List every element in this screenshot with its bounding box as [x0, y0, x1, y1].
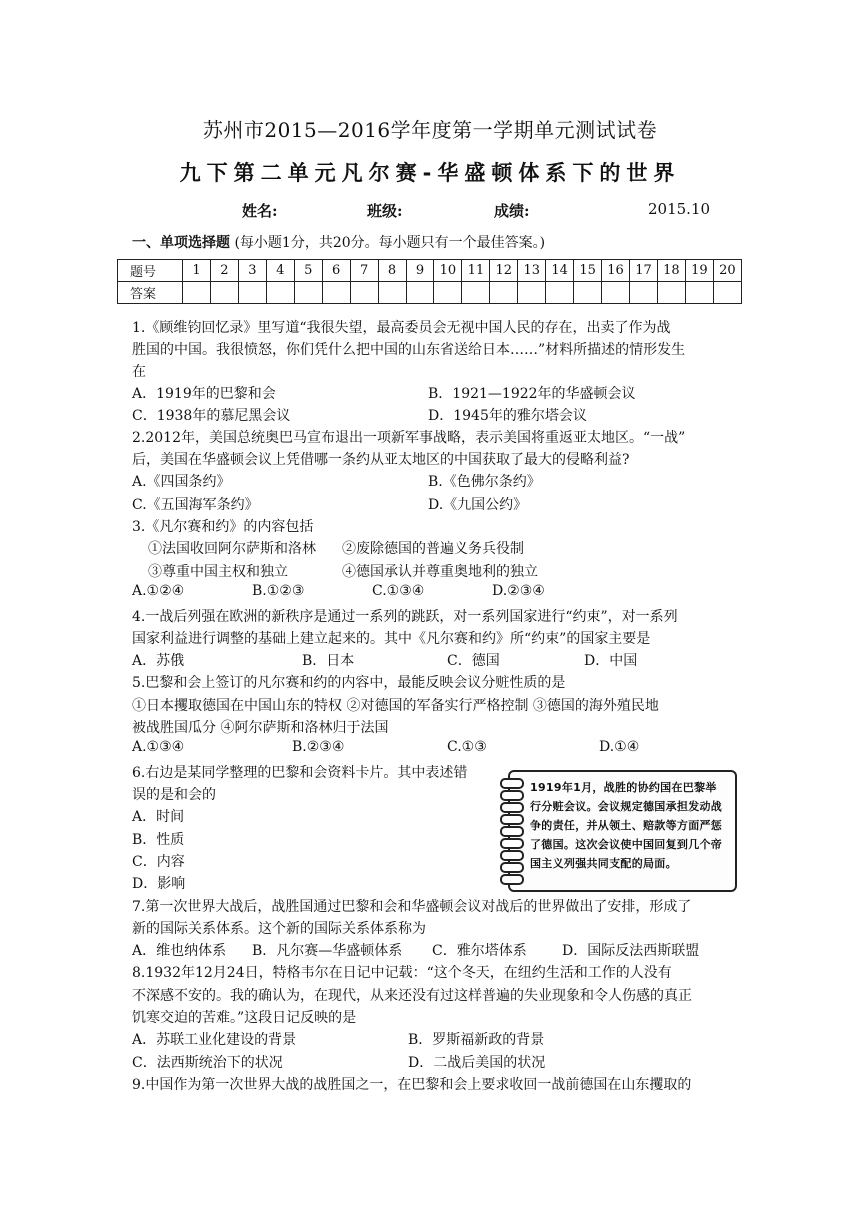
table-cell: 17	[630, 260, 658, 282]
table-cell: 8	[378, 260, 406, 282]
q2-option-c: C.《五国海军条约》	[132, 497, 259, 513]
q3-option-a: A.①②④	[132, 583, 185, 599]
name-label: 姓名:	[242, 202, 278, 220]
q1-stem-line: 胜国的中国。我很愤怒，你们凭什么把中国的山东省送给日本……”材料所描述的情形发生	[132, 342, 686, 358]
table-cell: 12	[490, 260, 518, 282]
q2-option-a: A.《四国条约》	[132, 474, 231, 490]
q7-option-a: A．维也纳体系	[132, 943, 227, 959]
q6-stem-line: 误的是和会的	[132, 787, 216, 803]
answer-cell[interactable]	[183, 282, 211, 304]
table-cell: 18	[657, 260, 685, 282]
q6-option-c: C．内容	[132, 854, 185, 870]
q8-option-d: D．二战后美国的状况	[408, 1055, 546, 1071]
q3-option-d: D.②③④	[492, 583, 545, 599]
answer-cell[interactable]	[294, 282, 322, 304]
row-label-answer: 答案	[118, 282, 183, 304]
q3-stem: 3.《凡尔赛和约》的内容包括	[132, 519, 314, 535]
note-card-image	[508, 770, 737, 892]
q8-stem-line: 8.1932年12月24日，特格韦尔在日记中记载：“这个冬天，在纽约生活和工作的人没有	[132, 965, 672, 981]
answer-cell[interactable]	[378, 282, 406, 304]
answer-cell[interactable]	[490, 282, 518, 304]
table-row-numbers	[118, 260, 742, 282]
q3-item-3: ③尊重中国主权和独立	[148, 564, 288, 580]
q4-option-c: C．德国	[447, 653, 500, 669]
answer-cell[interactable]	[322, 282, 350, 304]
q6-stem-line: 6.右边是某同学整理的巴黎和会资料卡片。其中表述错	[132, 765, 468, 781]
q2-stem-line: 2.2012年，美国总统奥巴马宣布退出一项新军事战略，表示美国将重返亚太地区。“一战”	[132, 430, 686, 446]
q8-option-b: B．罗斯福新政的背景	[408, 1032, 545, 1048]
q1-option-c: C．1938年的慕尼黑会议	[132, 408, 291, 424]
table-cell: 11	[462, 260, 490, 282]
answer-cell[interactable]	[602, 282, 630, 304]
score-label: 成绩:	[494, 202, 530, 220]
table-cell: 20	[713, 260, 741, 282]
answer-cell[interactable]	[210, 282, 238, 304]
q3-item-2: ②废除德国的普遍义务兵役制	[342, 541, 524, 557]
answer-cell[interactable]	[518, 282, 546, 304]
q6-option-b: B．性质	[132, 832, 185, 848]
table-cell: 5	[294, 260, 322, 282]
answer-cell[interactable]	[713, 282, 741, 304]
table-cell: 10	[434, 260, 462, 282]
q6-option-d: D．影响	[132, 876, 186, 892]
table-cell: 9	[406, 260, 434, 282]
answer-cell[interactable]	[657, 282, 685, 304]
answer-cell[interactable]	[238, 282, 266, 304]
answer-cell[interactable]	[546, 282, 574, 304]
q7-option-b: B．凡尔赛—华盛顿体系	[252, 943, 403, 959]
table-cell: 15	[574, 260, 602, 282]
exam-date: 2015.10	[648, 200, 711, 218]
q5-option-b: B.②③④	[292, 739, 345, 755]
q1-option-d: D．1945年的雅尔塔会议	[428, 408, 587, 424]
q1-option-b: B．1921—1922年的华盛顿会议	[428, 386, 636, 402]
q4-option-a: A．苏俄	[132, 653, 185, 669]
section-instruction: (每小题1分，共20分。每小题只有一个最佳答案。)	[230, 235, 546, 251]
q6-option-a: A．时间	[132, 809, 185, 825]
answer-cell[interactable]	[350, 282, 378, 304]
answer-cell[interactable]	[434, 282, 462, 304]
table-cell: 3	[238, 260, 266, 282]
q7-stem-line: 7.第一次世界大战后，战胜国通过巴黎和会和华盛顿会议对战后的世界做出了安排，形成了	[132, 899, 692, 915]
q5-option-d: D.①④	[599, 739, 640, 755]
q2-option-b: B.《色佛尔条约》	[428, 474, 541, 490]
q9-stem-line: 9.中国作为第一次世界大战的战胜国之一，在巴黎和会上要求收回一战前德国在山东攫取的	[132, 1077, 692, 1093]
table-cell: 7	[350, 260, 378, 282]
table-row-answers	[118, 282, 742, 304]
exam-title: 苏州市2015—2016学年度第一学期单元测试试卷	[202, 118, 658, 142]
q4-stem-line: 国家利益进行调整的基础上建立起来的。其中《凡尔赛和约》所“约束”的国家主要是	[132, 631, 651, 647]
q2-option-d: D.《九国公约》	[428, 497, 528, 513]
answer-cell[interactable]	[630, 282, 658, 304]
q4-option-b: B．日本	[302, 653, 355, 669]
q7-stem-line: 新的国际关系体系。这个新的国际关系体系称为	[132, 921, 426, 937]
table-cell: 13	[518, 260, 546, 282]
q8-option-a: A．苏联工业化建设的背景	[132, 1032, 297, 1048]
q5-stem-line: 被战胜国瓜分 ④阿尔萨斯和洛林归于法国	[132, 720, 389, 736]
q1-stem-line: 在	[132, 364, 146, 380]
q4-option-d: D．中国	[584, 653, 638, 669]
table-cell: 2	[210, 260, 238, 282]
answer-cell[interactable]	[574, 282, 602, 304]
note-card-text: 1919年1月，战胜的协约国在巴黎举行分赃会议。会议规定德国承担发动战争的责任，并从领土、赔款等方面严惩了德国。这次会议使中国回复到几个帝国主义列强共同支配的局面。	[530, 781, 723, 870]
table-cell: 6	[322, 260, 350, 282]
q1-stem-line: 1.《顾维钧回忆录》里写道“我很失望，最高委员会无视中国人民的存在，出卖了作为战	[132, 320, 671, 336]
q3-item-1: ①法国收回阿尔萨斯和洛林	[148, 541, 316, 557]
q7-option-c: C．雅尔塔体系	[432, 943, 527, 959]
q4-stem-line: 4.一战后列强在欧洲的新秩序是通过一系列的跳跃，对一系列国家进行“约束”，对一系列	[132, 609, 678, 625]
answer-table	[117, 259, 742, 304]
section-heading	[132, 232, 545, 252]
answer-cell[interactable]	[406, 282, 434, 304]
q3-item-4: ④德国承认并尊重奥地利的独立	[342, 564, 538, 580]
q8-stem-line: 不深感不安的。我的确认为，在现代，从来还没有过这样普遍的失业现象和令人伤感的真正	[132, 988, 692, 1004]
q5-option-c: C.①③	[447, 739, 487, 755]
class-label: 班级:	[367, 202, 403, 220]
answer-cell[interactable]	[685, 282, 713, 304]
q1-option-a: A．1919年的巴黎和会	[132, 386, 276, 402]
spiral-binding-icon	[500, 778, 524, 886]
row-label-number: 题号	[118, 260, 183, 282]
q3-option-c: C.①③④	[372, 583, 425, 599]
answer-cell[interactable]	[266, 282, 294, 304]
q5-option-a: A.①③④	[132, 739, 185, 755]
table-cell: 4	[266, 260, 294, 282]
q5-stem-line: ①日本攫取德国在中国山东的特权 ②对德国的军备实行严格控制 ③德国的海外殖民地	[132, 698, 659, 714]
section-title: 一、单项选择题	[132, 235, 230, 251]
q2-stem-line: 后，美国在华盛顿会议上凭借哪一条约从亚太地区的中国获取了最大的侵略利益?	[132, 452, 630, 468]
table-cell: 14	[546, 260, 574, 282]
q5-stem-line: 5.巴黎和会上签订的凡尔赛和约的内容中，最能反映会议分赃性质的是	[132, 675, 566, 691]
table-cell: 19	[685, 260, 713, 282]
table-cell: 16	[602, 260, 630, 282]
unit-title: 九下第二单元凡尔赛-华盛顿体系下的世界	[179, 161, 681, 185]
q3-option-b: B.①②③	[252, 583, 305, 599]
q7-option-d: D．国际反法西斯联盟	[562, 943, 700, 959]
answer-cell[interactable]	[462, 282, 490, 304]
q8-option-c: C．法西斯统治下的状况	[132, 1055, 283, 1071]
q8-stem-line: 饥寒交迫的苦难。”这段日记反映的是	[132, 1010, 357, 1026]
table-cell: 1	[183, 260, 211, 282]
